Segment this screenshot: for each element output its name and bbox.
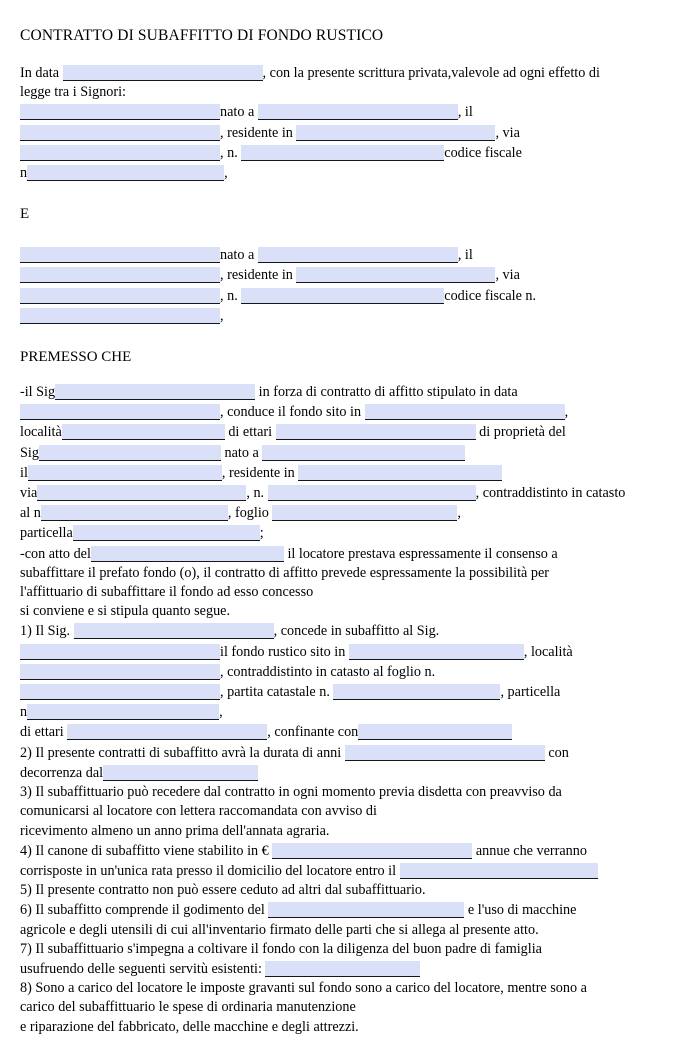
premesso-label-nato-a: nato a [220, 444, 263, 461]
clause-1-line-4 [20, 682, 680, 702]
party-1-block [20, 102, 680, 183]
field-pr-atto-del[interactable] [91, 546, 284, 562]
clause-3-line-2: comunicarsi al locatore con lettera raccomandata con avviso di [20, 803, 377, 820]
party-1-line-2 [20, 123, 680, 143]
clause-2-block [20, 743, 680, 783]
field-c1-confinante[interactable] [358, 724, 512, 740]
clause-7-text-2: usufruendo delle seguenti servitù esistenti: [20, 960, 266, 977]
party-1-label-residente: , residente in [220, 124, 297, 141]
field-pr-prop-via[interactable] [37, 485, 246, 501]
clause-1-label-partita: , partita catastale n. [220, 684, 334, 701]
field-p1-nome[interactable] [20, 104, 220, 120]
premesso-block [20, 382, 680, 621]
intro-label-in-data: In data [20, 65, 63, 81]
party-2-line-3 [20, 286, 680, 306]
premesso-label-ettari: di ettari [224, 424, 276, 441]
clause-7-block [20, 940, 680, 979]
party-2-line-2 [20, 265, 680, 285]
premesso-semicolon-8: ; [259, 525, 264, 542]
clause-5-block [20, 881, 680, 900]
field-p1-nato-a[interactable] [258, 104, 458, 120]
premesso-label-con-atto: -con atto del [20, 545, 91, 562]
clause-4-block [20, 841, 680, 881]
premesso-line-2 [20, 402, 680, 422]
premesso-label-sig: Sig [20, 444, 39, 461]
party-1-line-3 [20, 143, 680, 163]
clause-6-block [20, 900, 680, 939]
premesso-text-6: , contraddistinto in catasto [475, 485, 626, 502]
clause-1-block [20, 621, 680, 742]
clause-1-line-1 [20, 621, 680, 641]
clause-4-text-1b: annue che verranno [472, 842, 587, 859]
party-2-label-via: , via [495, 267, 520, 284]
clause-8-line-1: 8) Sono a carico del locatore le imposte gravanti sul fondo sono a carico del locatore, mentre sono a [20, 980, 587, 997]
spacer-after-e [20, 224, 680, 245]
clause-3-line-1: 3) Il subaffittuario può recedere dal contratto in ogni momento previa disdetta con preavviso da [20, 784, 562, 801]
premesso-text-3: di proprietà del [475, 424, 566, 441]
premesso-line-4 [20, 443, 680, 463]
clause-1-label-n: n [20, 704, 28, 721]
premesso-label-residente: , residente in [221, 464, 299, 481]
clause-1-text-1: , concede in subaffitto al Sig. [273, 623, 440, 640]
clause-4-line-2 [20, 861, 680, 881]
premesso-line-7 [20, 503, 680, 523]
field-p2-n[interactable] [241, 288, 444, 304]
premesso-label-via: via [20, 485, 38, 502]
field-c4-entro-il[interactable] [400, 863, 598, 879]
party-1-line-1 [20, 102, 680, 122]
premesso-label-al-n: al n [20, 505, 41, 522]
intro-line-2: legge tra i Signori: [20, 84, 126, 101]
clause-2-text-1b: con [544, 744, 569, 761]
field-c1-sig-sub[interactable] [20, 644, 220, 660]
premesso-text-2: , conduce il fondo sito in [220, 404, 365, 421]
field-intro-data[interactable] [63, 65, 263, 81]
premesso-text-9: il locatore prestava espressamente il consenso a [283, 545, 558, 562]
party-2-comma: , [220, 307, 224, 324]
premesso-label-il-sig: -il Sig [20, 384, 56, 401]
party-1-label-n: , n. [220, 144, 242, 161]
party-2-block [20, 245, 680, 326]
field-pr-catasto-n[interactable] [41, 505, 228, 521]
party-1-comma: , [224, 165, 228, 182]
clause-8-line-2: carico del subaffittuario le spese di ordinaria manutenzione [20, 999, 356, 1016]
premesso-line-3 [20, 422, 680, 442]
field-p2-nato-a[interactable] [258, 247, 458, 263]
clause-6-text-1b: e l'uso di macchine [464, 902, 577, 919]
premesso-text-1: in forza di contratto di affitto stipulato in data [255, 384, 518, 401]
party-2-label-il: , il [457, 247, 473, 264]
field-c1-foglio[interactable] [20, 684, 220, 700]
field-pr-localita[interactable] [62, 424, 225, 440]
field-pr-data[interactable] [20, 404, 220, 420]
premesso-label-particella: particella [20, 525, 73, 542]
premesso-line-9 [20, 544, 680, 564]
field-c2-decorrenza[interactable] [103, 765, 258, 781]
premesso-line-12: si conviene e si stipula quanto segue. [20, 603, 231, 620]
party-1-label-il: , il [457, 104, 473, 121]
page-title: CONTRATTO DI SUBAFFITTO DI FONDO RUSTICO [20, 27, 384, 44]
clause-4-text-1: 4) Il canone di subaffitto viene stabilito in € [20, 842, 273, 859]
party-2-label-residente: , residente in [220, 267, 297, 284]
spacer-before-premesso [20, 326, 680, 347]
party-2-label-cf: codice fiscale n. [444, 287, 537, 304]
clause-1-text-2b: , località [523, 643, 573, 660]
premesso-line-8 [20, 523, 680, 543]
clause-1-line-3 [20, 662, 680, 682]
clause-3-line-3: ricevimento almeno un anno prima dell'annata agraria. [20, 822, 330, 839]
premesso-line-11: l'affittuario di subaffittare il fondo ad esso concesso [20, 584, 314, 601]
field-pr-prop-residente[interactable] [298, 465, 502, 481]
field-c1-fondo-sito[interactable] [349, 644, 524, 660]
field-c1-partita[interactable] [333, 684, 500, 700]
document-body [20, 26, 680, 1037]
clause-2-text-1: 2) Il presente contratti di subaffitto avrà la durata di anni [20, 744, 345, 761]
clause-1-label-sig: 1) Il Sig. [20, 623, 74, 640]
field-p2-nome[interactable] [20, 247, 220, 263]
field-pr-prop-sig[interactable] [39, 445, 221, 461]
clause-1-line-2 [20, 642, 680, 662]
premesso-heading: PREMESSO CHE [20, 349, 132, 366]
field-c2-anni[interactable] [345, 745, 545, 761]
clause-3-block [20, 783, 680, 841]
field-pr-sig[interactable] [55, 384, 255, 400]
intro-line-1 [20, 63, 680, 83]
field-pr-prop-nato-a[interactable] [262, 445, 465, 461]
premesso-comma-7: , [457, 505, 461, 522]
clause-6-line-2: agricole e degli utensili di cui all'inventario firmato delle parti che si allega al presente atto. [20, 921, 539, 938]
clause-2-line-2 [20, 763, 680, 783]
spacer-after-premesso [20, 367, 680, 382]
party-1-label-nato-a: nato a [220, 104, 258, 121]
field-p1-cf[interactable] [27, 165, 224, 181]
field-c1-particella-n[interactable] [27, 704, 219, 720]
field-c4-canone[interactable] [272, 843, 472, 859]
clause-5-line-1: 5) Il presente contratto non può essere ceduto ad altri dal subaffittuario. [20, 882, 426, 899]
field-pr-prop-il[interactable] [28, 465, 222, 481]
party-2-line-1 [20, 245, 680, 265]
premesso-line-6 [20, 483, 680, 503]
field-p2-cf[interactable] [20, 308, 220, 324]
field-c1-sig-concede[interactable] [74, 623, 274, 639]
premesso-line-5 [20, 463, 680, 483]
field-pr-ettari[interactable] [276, 424, 476, 440]
clause-1-text-6: , confinante con [267, 724, 359, 741]
premesso-line-10: subaffittare il prefato fondo (o), il contratto di affitto prevede espressamente la possibilità per [20, 564, 549, 581]
clause-7-line-1: 7) Il subaffittuario s'impegna a coltivare il fondo con la diligenza del buon padre di famiglia [20, 940, 542, 957]
premesso-label-localita: località [20, 424, 62, 441]
party-1-label-via: , via [495, 124, 520, 141]
field-c6-godimento[interactable] [268, 902, 464, 918]
separator-e: E [20, 206, 30, 223]
field-p1-n[interactable] [241, 145, 444, 161]
clause-8-line-3: e riparazione del fabbricato, delle macchine e degli attrezzi. [20, 1018, 359, 1035]
clause-1-label-ettari: di ettari [20, 724, 68, 741]
field-p1-residente[interactable] [296, 125, 495, 141]
field-p2-via[interactable] [20, 288, 220, 304]
field-p2-il[interactable] [20, 267, 220, 283]
clause-4-line-1 [20, 841, 680, 861]
intro-text-1: , con la presente scrittura privata,valevole ad ogni effetto di [262, 65, 600, 81]
spacer-before-e [20, 183, 680, 204]
field-p1-via[interactable] [20, 145, 220, 161]
clause-1-line-6 [20, 722, 680, 742]
clause-6-text-1: 6) Il subaffitto comprende il godimento del [20, 902, 269, 919]
party-1-label-cf: codice fiscale [444, 144, 522, 161]
clause-1-comma-5: , [219, 704, 223, 721]
clause-1-text-3: , contraddistinto in catasto al foglio n. [220, 663, 436, 680]
field-c1-localita[interactable] [20, 664, 220, 680]
clause-2-label-decorrenza: decorrenza dal [20, 764, 104, 781]
clause-4-text-2: corrisposte in un'unica rata presso il domicilio del locatore entro il [20, 862, 400, 879]
field-pr-foglio[interactable] [272, 505, 457, 521]
premesso-label-foglio: , foglio [227, 505, 273, 522]
premesso-line-1 [20, 382, 680, 402]
party-1-line-4 [20, 163, 680, 183]
field-c1-ettari[interactable] [67, 724, 267, 740]
clause-8-block [20, 979, 680, 1037]
field-c7-servitu[interactable] [265, 961, 420, 977]
clause-7-line-2 [20, 959, 680, 979]
clause-1-line-5 [20, 702, 680, 722]
field-p1-il[interactable] [20, 125, 220, 141]
field-p2-residente[interactable] [296, 267, 495, 283]
clause-2-line-1 [20, 743, 680, 763]
field-pr-particella[interactable] [73, 525, 260, 541]
premesso-label-il: il [20, 464, 28, 481]
party-2-label-n: , n. [220, 287, 242, 304]
field-pr-fondo-sito[interactable] [365, 404, 565, 420]
party-1-label-n2: n [20, 165, 28, 182]
intro-paragraph [20, 63, 680, 102]
clause-6-line-1 [20, 900, 680, 920]
premesso-label-n: , n. [246, 485, 268, 502]
clause-1-text-4: , particella [500, 684, 561, 701]
field-pr-prop-n[interactable] [268, 485, 476, 501]
clause-1-text-2: il fondo rustico sito in [220, 643, 349, 660]
party-2-label-nato-a: nato a [220, 247, 258, 264]
party-2-line-4 [20, 306, 680, 326]
premesso-comma-2: , [564, 404, 569, 421]
